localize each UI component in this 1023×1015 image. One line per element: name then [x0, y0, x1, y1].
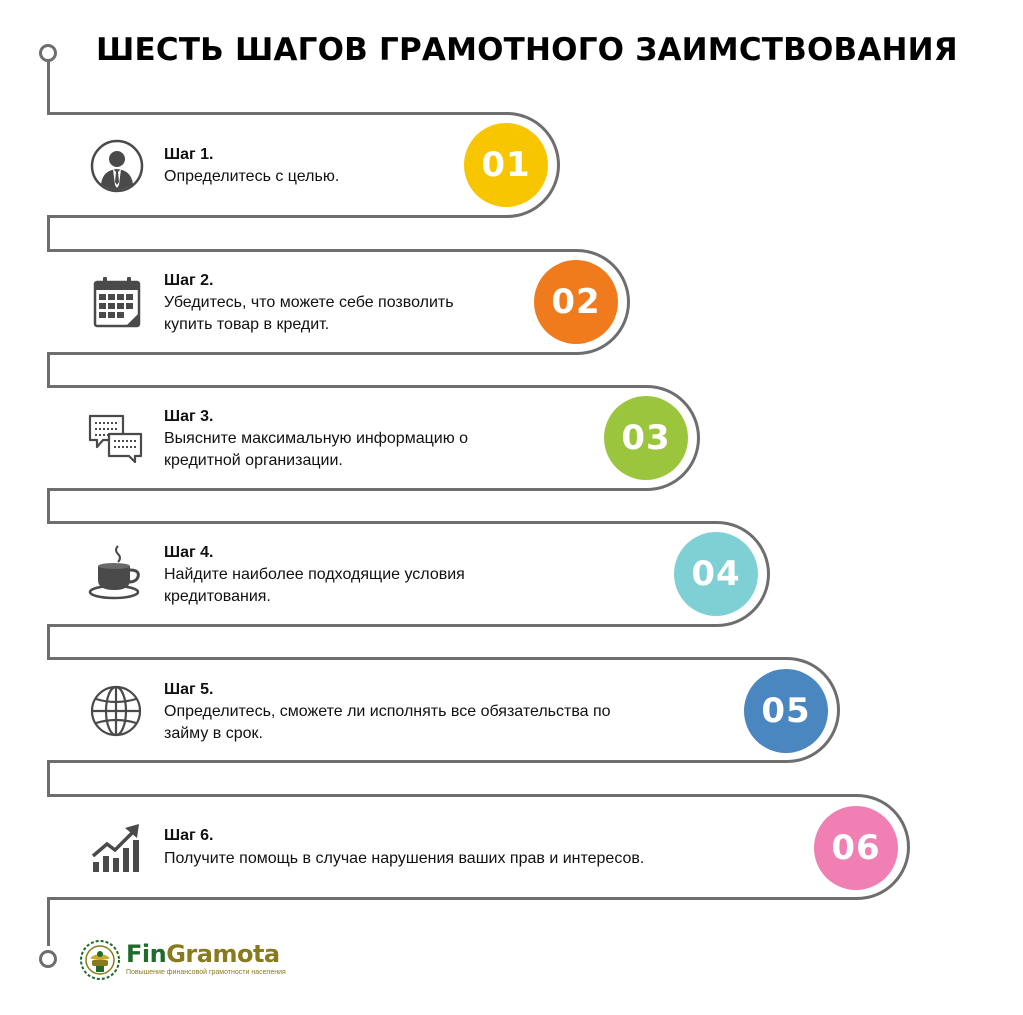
growth-chart-icon [89, 820, 145, 876]
step-text-line: Определитесь с целью. [164, 168, 340, 185]
step-number-badge-1: 01 [464, 123, 548, 207]
step-text-4 [164, 564, 465, 608]
step-title-4: Шаг 4. [164, 544, 214, 561]
page-title: ШЕСТЬ ШАГОВ ГРАМОТНОГО ЗАИМСТВОВАНИЯ [96, 32, 958, 68]
step-text-line: Выясните максимальную информацию о [164, 430, 469, 447]
timeline-end-node [39, 950, 57, 968]
step-text-line: Определитесь, сможете ли исполнять все обязательства по [164, 703, 611, 720]
logo-wordmark-gramota: Gramota [166, 940, 280, 968]
step-title-3: Шаг 3. [164, 408, 214, 425]
step-text-3 [164, 428, 468, 472]
step-text-line: Получите помощь в случае нарушения ваших прав и интересов. [164, 850, 645, 867]
step-number-badge-3: 03 [604, 396, 688, 480]
timeline-start-node [39, 44, 57, 62]
step-number-badge-2: 02 [534, 260, 618, 344]
step-title-6: Шаг 6. [164, 827, 214, 844]
step-number-badge-5: 05 [744, 669, 828, 753]
coffee-cup-icon [88, 544, 144, 600]
fingramota-emblem-icon [78, 938, 122, 982]
step-text-5 [164, 701, 611, 745]
step-text-2 [164, 292, 454, 336]
businessman-icon [89, 138, 145, 194]
step-text-line: Найдите наиболее подходящие условия [164, 566, 465, 583]
calendar-icon [90, 274, 146, 330]
step-number-badge-4: 04 [674, 532, 758, 616]
step-title-2: Шаг 2. [164, 272, 214, 289]
logo-wordmark [126, 940, 280, 968]
fingramota-logo [78, 938, 298, 984]
step-text-line: кредитования. [164, 588, 271, 605]
step-card-6 [47, 794, 910, 900]
logo-tagline: Повышение финансовой грамотности населения [126, 969, 286, 976]
step-text-6 [164, 848, 644, 870]
step-text-1 [164, 166, 339, 188]
step-title-1: Шаг 1. [164, 146, 214, 163]
chat-bubbles-icon [87, 410, 143, 466]
step-title-5: Шаг 5. [164, 681, 214, 698]
globe-icon [88, 683, 144, 739]
step-number-badge-6: 06 [814, 806, 898, 890]
step-text-line: кредитной организации. [164, 452, 343, 469]
step-text-line: займу в срок. [164, 725, 263, 742]
logo-wordmark-fin: Fin [126, 940, 167, 968]
step-text-line: Убедитесь, что можете себе позволить [164, 294, 454, 311]
step-text-line: купить товар в кредит. [164, 316, 330, 333]
